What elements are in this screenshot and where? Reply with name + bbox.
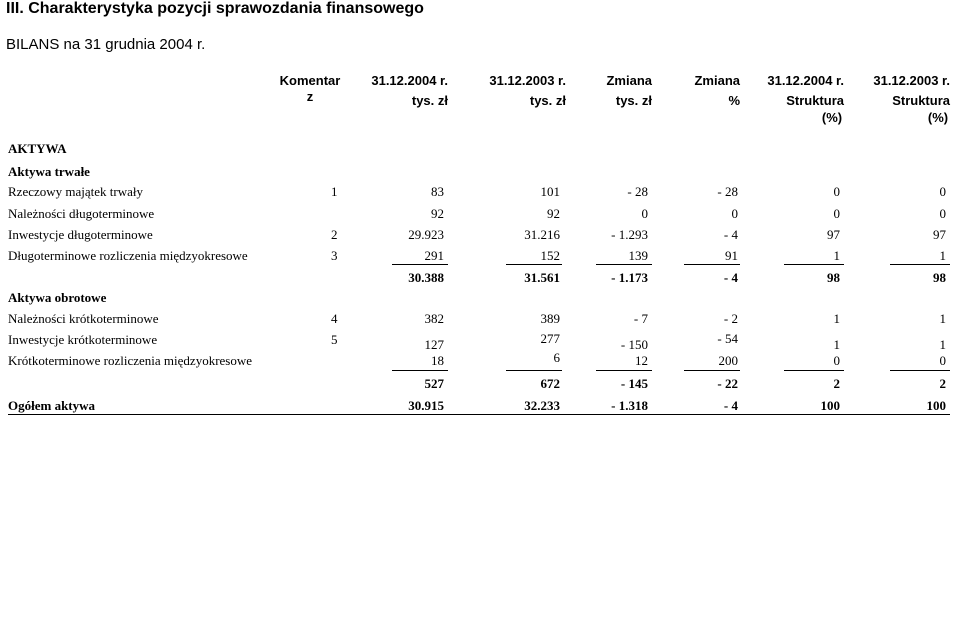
sum-line-zmiana (596, 370, 652, 371)
row-label: Należności długoterminowe (8, 206, 155, 221)
header-struktura-2004-label: Struktura (786, 93, 844, 108)
value-zmiana: - 1.293 (611, 227, 648, 242)
header-struktura-2004: 31.12.2004 r. (767, 73, 844, 88)
value-zmiana: 0 (641, 206, 648, 221)
header-struktura-2003: 31.12.2003 r. (873, 73, 950, 88)
value-2003: 152 (540, 248, 560, 263)
value-zmiana-pct: - 28 (717, 184, 738, 199)
sum-line-2003 (506, 370, 562, 371)
header-struktura-2003-label: Struktura (892, 93, 950, 108)
value-2004: 291 (424, 248, 444, 263)
value-zmiana-pct: - 2 (723, 311, 738, 326)
value-2003: 389 (540, 311, 560, 326)
value-zmiana-pct: 91 (725, 248, 738, 263)
row-label: Inwestycje długoterminowe (8, 227, 153, 242)
total-2004: 30.915 (408, 398, 444, 413)
sum-line-struktura-2004 (784, 264, 844, 265)
row-note: 1 (331, 184, 338, 199)
value-2003: 31.216 (524, 227, 560, 242)
row-note: 4 (331, 311, 338, 326)
value-2003: 277 (540, 331, 560, 346)
value-struktura-2003: 1 (939, 248, 946, 263)
row-note: 3 (331, 248, 338, 263)
aktywa-trwale-heading: Aktywa trwałe (8, 164, 90, 179)
row-note: 5 (331, 332, 338, 347)
header-2003-unit: tys. zł (529, 93, 566, 108)
row-label: Długoterminowe rozliczenia międzyokresowe (8, 248, 248, 263)
value-zmiana-pct: 0 (731, 206, 738, 221)
report-subtitle: BILANS na 31 grudnia 2004 r. (6, 36, 206, 53)
subtotal-struktura-2003: 98 (933, 270, 946, 285)
header-zmiana-pct-unit: % (728, 93, 740, 108)
header-struktura-2003-pct: (%) (927, 110, 949, 125)
value-struktura-2003: 0 (939, 206, 946, 221)
header-struktura-2004-pct: (%) (821, 110, 843, 125)
sum-line-zmiana-pct (684, 264, 740, 265)
value-2004: 92 (431, 206, 444, 221)
value-struktura-2003: 0 (939, 184, 946, 199)
value-2004: 29.923 (408, 227, 444, 242)
subtotal-2004: 527 (424, 376, 444, 391)
header-zmiana-pct: Zmiana (694, 73, 740, 88)
value-zmiana-pct: 200 (718, 353, 738, 368)
value-zmiana: - 28 (627, 184, 648, 199)
subtotal-2004: 30.388 (408, 270, 444, 285)
aktywa-obrotowe-heading: Aktywa obrotowe (8, 290, 107, 305)
value-struktura-2004: 1 (833, 337, 840, 352)
header-komentarz-cont: z (306, 89, 314, 104)
sum-line-zmiana (596, 264, 652, 265)
subtotal-zmiana: - 1.173 (611, 270, 648, 285)
value-zmiana: 12 (635, 353, 648, 368)
subtotal-2003: 672 (540, 376, 560, 391)
value-zmiana-pct: - 4 (723, 227, 738, 242)
sum-line-struktura-2003 (890, 264, 950, 265)
total-2003: 32.233 (524, 398, 560, 413)
sum-line-struktura-2003 (890, 370, 950, 371)
sum-line-2003 (506, 264, 562, 265)
subtotal-struktura-2004: 98 (827, 270, 840, 285)
row-note: 2 (331, 227, 338, 242)
header-2003: 31.12.2003 r. (489, 73, 566, 88)
row-label: Krótkoterminowe rozliczenia międzyokresowe (8, 353, 253, 368)
total-zmiana-pct: - 4 (723, 398, 738, 413)
sum-line-2004 (392, 264, 448, 265)
subtotal-zmiana-pct: - 22 (717, 376, 738, 391)
sum-line-2004 (392, 370, 448, 371)
value-struktura-2003: 1 (939, 337, 946, 352)
value-2003: 92 (547, 206, 560, 221)
header-zmiana: Zmiana (606, 73, 652, 88)
total-struktura-2003: 100 (926, 398, 946, 413)
value-2003: 6 (553, 350, 560, 365)
header-2004: 31.12.2004 r. (371, 73, 448, 88)
value-struktura-2004: 0 (833, 184, 840, 199)
value-2003: 101 (540, 184, 560, 199)
row-label: Inwestycje krótkoterminowe (8, 332, 158, 347)
sum-line-zmiana-pct (684, 370, 740, 371)
value-zmiana: - 7 (633, 311, 648, 326)
row-label: Należności krótkoterminowe (8, 311, 159, 326)
total-underline (8, 414, 950, 415)
value-2004: 18 (431, 353, 444, 368)
value-struktura-2004: 1 (833, 248, 840, 263)
subtotal-struktura-2004: 2 (833, 376, 840, 391)
section-title: III. Charakterystyka pozycji sprawozdania finansowego (6, 0, 424, 17)
value-zmiana: - 150 (620, 337, 648, 352)
row-label: Rzeczowy majątek trwały (8, 184, 143, 199)
sum-line-struktura-2004 (784, 370, 844, 371)
subtotal-2003: 31.561 (524, 270, 560, 285)
value-struktura-2003: 0 (939, 353, 946, 368)
value-struktura-2004: 1 (833, 311, 840, 326)
value-struktura-2003: 97 (933, 227, 946, 242)
value-2004: 127 (424, 337, 444, 352)
header-komentarz: Komentar (279, 73, 341, 88)
subtotal-zmiana: - 145 (620, 376, 648, 391)
header-2004-unit: tys. zł (411, 93, 448, 108)
value-2004: 83 (431, 184, 444, 199)
value-zmiana: 139 (628, 248, 648, 263)
value-struktura-2004: 0 (833, 206, 840, 221)
aktywa-heading: AKTYWA (8, 141, 67, 156)
value-2004: 382 (424, 311, 444, 326)
value-struktura-2004: 0 (833, 353, 840, 368)
total-struktura-2004: 100 (820, 398, 840, 413)
value-struktura-2003: 1 (939, 311, 946, 326)
value-zmiana-pct: - 54 (717, 331, 738, 346)
total-zmiana: - 1.318 (611, 398, 648, 413)
header-zmiana-unit: tys. zł (615, 93, 652, 108)
subtotal-struktura-2003: 2 (939, 376, 946, 391)
subtotal-zmiana-pct: - 4 (723, 270, 738, 285)
value-struktura-2004: 97 (827, 227, 840, 242)
total-label: Ogółem aktywa (8, 398, 96, 413)
